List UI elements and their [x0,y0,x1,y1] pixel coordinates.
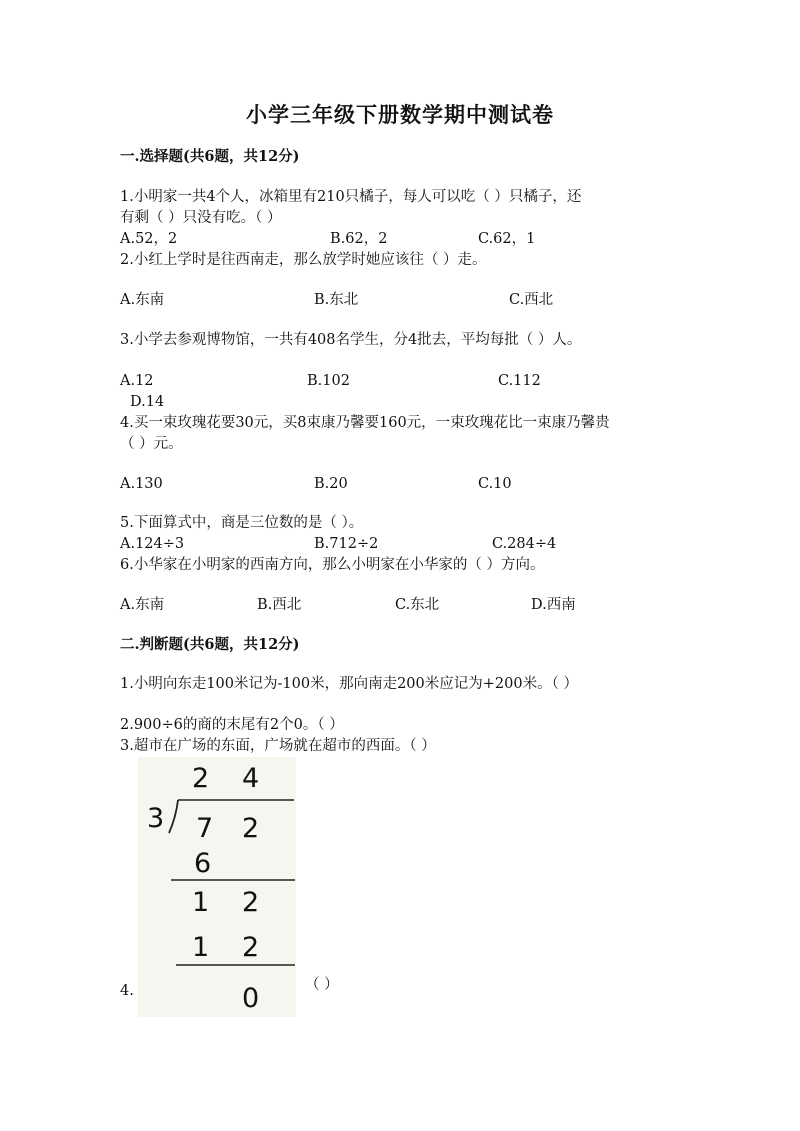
judgement-4-answer-blank: （ ） [305,977,339,993]
step1-remainder-tens: 1 [192,887,210,918]
final-remainder-digit: 0 [242,983,260,1014]
question-3-option-a: A.12 [120,373,154,389]
step2-product-ones: 2 [242,932,260,963]
question-1-line-2: 有剩（ ）只没有吃。（ ） [120,210,282,226]
judgement-4-number: 4. [120,983,134,999]
dividend-digit-tens: 7 [196,813,214,844]
step2-product-tens: 1 [192,932,210,963]
question-3-option-d: D.14 [130,394,165,410]
step1-product-digit: 6 [194,848,212,879]
judgement-1: 1.小明向东走100米记为-100米，那向南走200米应记为+200米。（ ） [120,676,578,692]
question-6-option-a: A.东南 [120,597,165,613]
dividend-digit-ones: 2 [242,813,260,844]
question-2-option-b: B.东北 [314,292,359,308]
question-5-line-1: 5.下面算式中，商是三位数的是（ ）。 [120,515,364,531]
step1-remainder-ones: 2 [242,887,260,918]
question-1-option-b: B.62，2 [330,231,388,247]
page-title: 小学三年级下册数学期中测试卷 [246,102,554,127]
question-2-option-a: A.东南 [120,292,165,308]
question-3-option-b: B.102 [307,373,350,389]
question-6-option-c: C.东北 [395,597,440,613]
question-2-line-1: 2.小红上学时是往西南走，那么放学时她应该往（ ）走。 [120,252,487,268]
question-3-line-1: 3.小学去参观博物馆，一共有408名学生，分4批去，平均每批（ ）人。 [120,332,582,348]
question-2-option-c: C.西北 [509,292,554,308]
question-4-line-2: （ ）元。 [120,436,183,452]
section-heading-judgement: 二.判断题(共6题，共12分) [120,636,300,653]
divisor-digit: 3 [147,803,165,834]
quotient-digit-ones: 4 [242,763,260,794]
question-4-option-c: C.10 [478,476,512,492]
question-3-option-c: C.112 [498,373,541,389]
question-6-line-1: 6.小华家在小明家的西南方向，那么小明家在小华家的（ ）方向。 [120,557,545,573]
section-heading-choice: 一.选择题(共6题，共12分) [120,148,300,165]
question-6-option-b: B.西北 [257,597,302,613]
judgement-2: 2.900÷6的商的末尾有2个0。（ ） [120,717,344,733]
question-4-option-b: B.20 [314,476,348,492]
long-division-lines [138,757,296,1017]
question-4-line-1: 4.买一束玫瑰花要30元，买8束康乃馨要160元，一束玫瑰花比一束康乃馨贵 [120,415,610,431]
question-1-line-1: 1.小明家一共4个人，冰箱里有210只橘子，每人可以吃（ ）只橘子，还 [120,189,582,205]
question-1-option-a: A.52，2 [120,231,178,247]
question-5-option-c: C.284÷4 [492,536,557,552]
question-4-option-a: A.130 [120,476,163,492]
long-division-figure [138,757,296,1017]
question-5-option-b: B.712÷2 [314,536,379,552]
quotient-digit-tens: 2 [192,763,210,794]
question-1-option-c: C.62，1 [478,231,536,247]
question-6-option-d: D.西南 [531,597,576,613]
judgement-3: 3.超市在广场的东面，广场就在超市的西面。（ ） [120,738,436,754]
question-5-option-a: A.124÷3 [120,536,185,552]
